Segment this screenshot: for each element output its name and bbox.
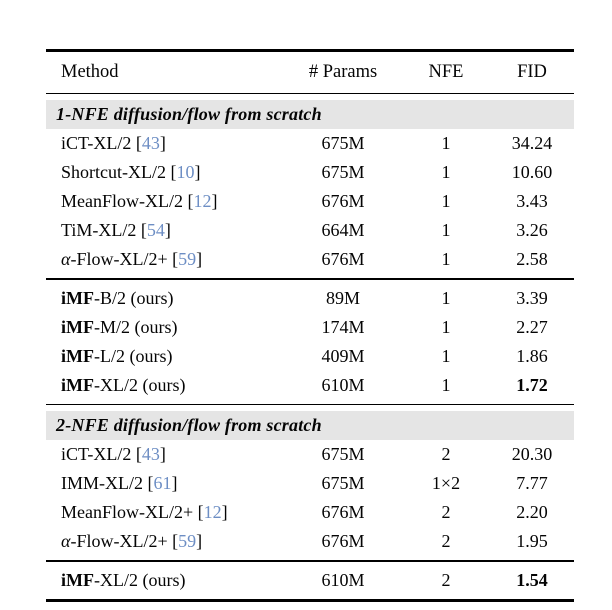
citation: [43] xyxy=(131,444,166,465)
section-header-label: 2-NFE diffusion/flow from scratch xyxy=(56,415,322,436)
fid-cell: 2.27 xyxy=(516,316,548,337)
table-body xyxy=(46,100,574,594)
params-cell: 675M xyxy=(321,162,365,183)
nfe-cell: 1×2 xyxy=(431,473,461,494)
table-row xyxy=(46,187,574,216)
method-cell xyxy=(46,566,284,595)
method-name: TiM-XL/2 xyxy=(61,220,137,241)
table-midrule xyxy=(46,560,574,561)
fid-cell: 1.54 xyxy=(516,569,548,590)
fid-cell: 3.43 xyxy=(516,191,548,212)
nfe-cell: 1 xyxy=(441,249,451,270)
method-cell xyxy=(46,342,284,371)
method-name: -B/2 (ours) xyxy=(94,287,174,308)
nfe-cell: 1 xyxy=(441,220,451,241)
citation-link[interactable]: 12 xyxy=(203,502,222,523)
method-cell xyxy=(46,469,284,498)
params-cell: 675M xyxy=(321,133,365,154)
method-cell xyxy=(46,440,284,469)
citation: [12] xyxy=(193,502,228,523)
citation-link[interactable]: 54 xyxy=(146,220,165,241)
params-cell: 409M xyxy=(321,345,365,366)
method-cell xyxy=(46,216,284,245)
section-header-band xyxy=(46,411,574,440)
table-row xyxy=(46,313,574,342)
nfe-cell: 1 xyxy=(441,162,451,183)
params-cell: 675M xyxy=(321,473,365,494)
params-cell: 610M xyxy=(321,374,365,395)
method-name: -L/2 (ours) xyxy=(94,345,173,366)
nfe-cell: 2 xyxy=(441,569,451,590)
table-row xyxy=(46,245,574,274)
table-header-rule xyxy=(46,93,574,94)
method-name: -Flow-XL/2+ xyxy=(70,249,168,270)
params-cell: 676M xyxy=(321,191,365,212)
fid-cell: 1.72 xyxy=(516,374,548,395)
fid-cell: 1.95 xyxy=(516,531,548,552)
nfe-cell: 2 xyxy=(441,531,451,552)
method-name: iCT-XL/2 xyxy=(61,444,132,465)
method-name: iCT-XL/2 xyxy=(61,133,132,154)
table-bottom-rule xyxy=(46,599,574,602)
column-header-fid: FID xyxy=(517,62,547,82)
table-row xyxy=(46,440,574,469)
table-header-row xyxy=(46,52,574,93)
method-bold-prefix: iMF xyxy=(61,569,94,590)
method-bold-prefix: iMF xyxy=(61,374,94,395)
method-italic-prefix: α xyxy=(61,249,71,270)
method-italic-prefix: α xyxy=(61,531,71,552)
method-cell xyxy=(46,284,284,313)
method-name: -XL/2 (ours) xyxy=(94,374,186,395)
table-row xyxy=(46,284,574,313)
section-header-band xyxy=(46,100,574,129)
method-name: IMM-XL/2 xyxy=(61,473,143,494)
method-name: Shortcut-XL/2 xyxy=(61,162,166,183)
citation-link[interactable]: 61 xyxy=(153,473,172,494)
citation: [12] xyxy=(182,191,218,212)
method-bold-prefix: iMF xyxy=(61,345,94,366)
method-bold-prefix: iMF xyxy=(61,287,94,308)
nfe-cell: 1 xyxy=(441,316,451,337)
method-bold-prefix: iMF xyxy=(61,316,94,337)
citation-link[interactable]: 59 xyxy=(178,249,197,270)
citation: [43] xyxy=(131,133,166,154)
table-row xyxy=(46,371,574,400)
method-name: -XL/2 (ours) xyxy=(94,569,186,590)
table-row xyxy=(46,498,574,527)
method-cell xyxy=(46,313,284,342)
column-header-params: # Params xyxy=(308,62,378,82)
method-cell xyxy=(46,371,284,400)
params-cell: 676M xyxy=(321,249,365,270)
nfe-cell: 1 xyxy=(441,374,451,395)
params-cell: 664M xyxy=(321,220,365,241)
results-table xyxy=(46,49,574,602)
method-cell xyxy=(46,129,284,158)
method-cell xyxy=(46,187,284,216)
method-name: MeanFlow-XL/2 xyxy=(61,191,183,212)
method-name: MeanFlow-XL/2+ xyxy=(61,502,194,523)
table-row xyxy=(46,216,574,245)
fid-cell: 20.30 xyxy=(511,444,553,465)
column-header-nfe: NFE xyxy=(428,62,464,82)
fid-cell: 10.60 xyxy=(511,162,553,183)
table-row xyxy=(46,129,574,158)
nfe-cell: 2 xyxy=(441,502,451,523)
params-cell: 676M xyxy=(321,531,365,552)
params-cell: 174M xyxy=(321,316,365,337)
fid-cell: 34.24 xyxy=(511,133,553,154)
section-header-label: 1-NFE diffusion/flow from scratch xyxy=(56,104,322,125)
params-cell: 675M xyxy=(321,444,365,465)
table-midrule xyxy=(46,404,574,405)
table-midrule xyxy=(46,278,574,279)
nfe-cell: 1 xyxy=(441,287,451,308)
nfe-cell: 1 xyxy=(441,345,451,366)
params-cell: 610M xyxy=(321,569,365,590)
fid-cell: 7.77 xyxy=(516,473,548,494)
citation-link[interactable]: 43 xyxy=(141,444,160,465)
method-cell xyxy=(46,245,284,274)
citation: [61] xyxy=(143,473,178,494)
table-row xyxy=(46,469,574,498)
column-header-method: Method xyxy=(61,62,119,82)
citation: [54] xyxy=(136,220,171,241)
table-row xyxy=(46,527,574,556)
nfe-cell: 1 xyxy=(441,191,451,212)
nfe-cell: 1 xyxy=(441,133,451,154)
citation-link[interactable]: 59 xyxy=(178,531,197,552)
method-cell xyxy=(46,498,284,527)
citation: [10] xyxy=(166,162,201,183)
params-cell: 89M xyxy=(325,287,360,308)
method-cell xyxy=(46,158,284,187)
fid-cell: 3.26 xyxy=(516,220,548,241)
table-row xyxy=(46,566,574,595)
table-row xyxy=(46,158,574,187)
citation-link[interactable]: 10 xyxy=(176,162,195,183)
fid-cell: 1.86 xyxy=(516,345,548,366)
citation-link[interactable]: 12 xyxy=(193,191,212,212)
params-cell: 676M xyxy=(321,502,365,523)
citation: [59] xyxy=(167,531,203,552)
nfe-cell: 2 xyxy=(441,444,451,465)
method-name: -Flow-XL/2+ xyxy=(70,531,168,552)
fid-cell: 2.20 xyxy=(516,502,548,523)
citation-link[interactable]: 43 xyxy=(141,133,160,154)
method-name: -M/2 (ours) xyxy=(94,316,178,337)
fid-cell: 3.39 xyxy=(516,287,548,308)
citation: [59] xyxy=(167,249,203,270)
method-cell xyxy=(46,527,284,556)
table-row xyxy=(46,342,574,371)
fid-cell: 2.58 xyxy=(516,249,548,270)
